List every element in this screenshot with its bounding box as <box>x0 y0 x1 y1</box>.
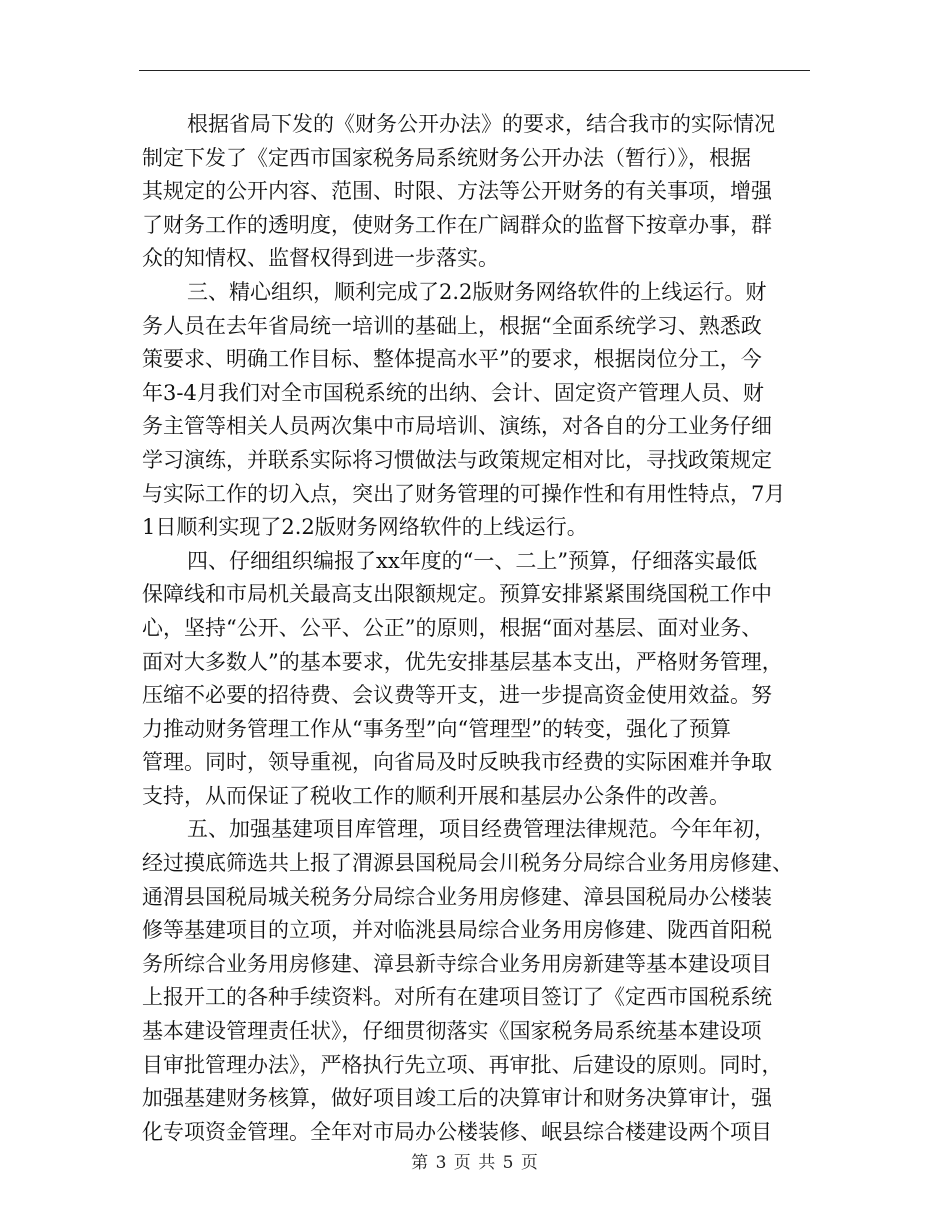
text-line: 学习演练，并联系实际将习惯做法与政策规定相对比，寻找政策规定 <box>142 447 772 472</box>
text-line: 务人员在去年省局统一培训的基础上，根据“全面系统学习、熟悉政 <box>142 313 762 338</box>
text-line: 管理。同时，领导重视，向省局及时反映我市经费的实际困难并争取 <box>142 750 772 775</box>
text-line: 四、仔细组织编报了xx年度的“一、二上”预算，仔细落实最低 <box>187 548 758 573</box>
text-line: 化专项资金管理。全年对市局办公楼装修、岷县综合楼建设两个项目 <box>142 1119 772 1144</box>
text-line: 制定下发了《定西市国家税务局系统财务公开办法（暂行）》，根据 <box>142 145 751 170</box>
text-line: 与实际工作的切入点，突出了财务管理的可操作性和有用性特点，7月 <box>142 481 786 506</box>
text-line: 务主管等相关人员两次集中市局培训、演练，对各自的分工业务仔细 <box>142 414 772 439</box>
text-line: 支持，从而保证了税收工作的顺利开展和基层办公条件的改善。 <box>142 783 730 808</box>
text-line: 压缩不必要的招待费、会议费等开支，进一步提高资金使用效益。努 <box>142 683 772 708</box>
text-line: 面对大多数人”的基本要求，优先安排基层基本支出，严格财务管理， <box>142 649 783 674</box>
text-line: 根据省局下发的《财务公开办法》的要求，结合我市的实际情况 <box>187 112 775 136</box>
header-rule <box>139 70 810 71</box>
text-line: 心，坚持“公开、公平、公正”的原则，根据“面对基层、面对业务、 <box>142 615 763 640</box>
text-line: 五、加强基建项目库管理，项目经费管理法律规范。今年年初， <box>187 817 775 842</box>
text-line: 1日顺利实现了2.2版财务网络软件的上线运行。 <box>142 515 588 540</box>
text-line: 务所综合业务用房修建、漳县新寺综合业务用房新建等基本建设项目 <box>142 951 772 976</box>
text-line: 目审批管理办法》，严格执行先立项、再审批、后建设的原则。同时， <box>142 1052 783 1077</box>
text-line: 了财务工作的透明度，使财务工作在广阔群众的监督下按章办事，群 <box>142 212 772 237</box>
text-line: 基本建设管理责任状》，仔细贯彻落实《国家税务局系统基本建设项 <box>142 1019 762 1044</box>
text-line: 加强基建财务核算，做好项目竣工后的决算审计和财务决算审计，强 <box>142 1086 772 1111</box>
text-line: 通渭县国税局城关税务分局综合业务用房修建、漳县国税局办公楼装 <box>142 884 772 909</box>
page-number-footer: 第 3 页 共 5 页 <box>411 1153 539 1173</box>
text-line: 三、精心组织，顺利完成了2.2版财务网络软件的上线运行。财 <box>187 279 767 304</box>
text-line: 保障线和市局机关最高支出限额规定。预算安排紧紧围绕国税工作中 <box>142 582 772 607</box>
document-body <box>142 108 808 1149</box>
text-line: 经过摸底筛选共上报了渭源县国税局会川税务分局综合业务用房修建、 <box>142 851 793 876</box>
text-line: 力推动财务管理工作从“事务型”向“管理型”的转变，强化了预算 <box>142 716 731 741</box>
text-line: 上报开工的各种手续资料。对所有在建项目签订了《定西市国税系统 <box>142 985 772 1010</box>
text-line: 年3-4月我们对全市国税系统的出纳、会计、固定资产管理人员、财 <box>142 380 764 405</box>
text-line: 众的知情权、监督权得到进一步落实。 <box>142 246 499 271</box>
text-line: 修等基建项目的立项，并对临洮县局综合业务用房修建、陇西首阳税 <box>142 918 772 943</box>
text-line: 其规定的公开内容、范围、时限、方法等公开财务的有关事项，增强 <box>142 179 772 204</box>
text-line: 策要求、明确工作目标、整体提高水平”的要求，根据岗位分工，今 <box>142 347 762 372</box>
